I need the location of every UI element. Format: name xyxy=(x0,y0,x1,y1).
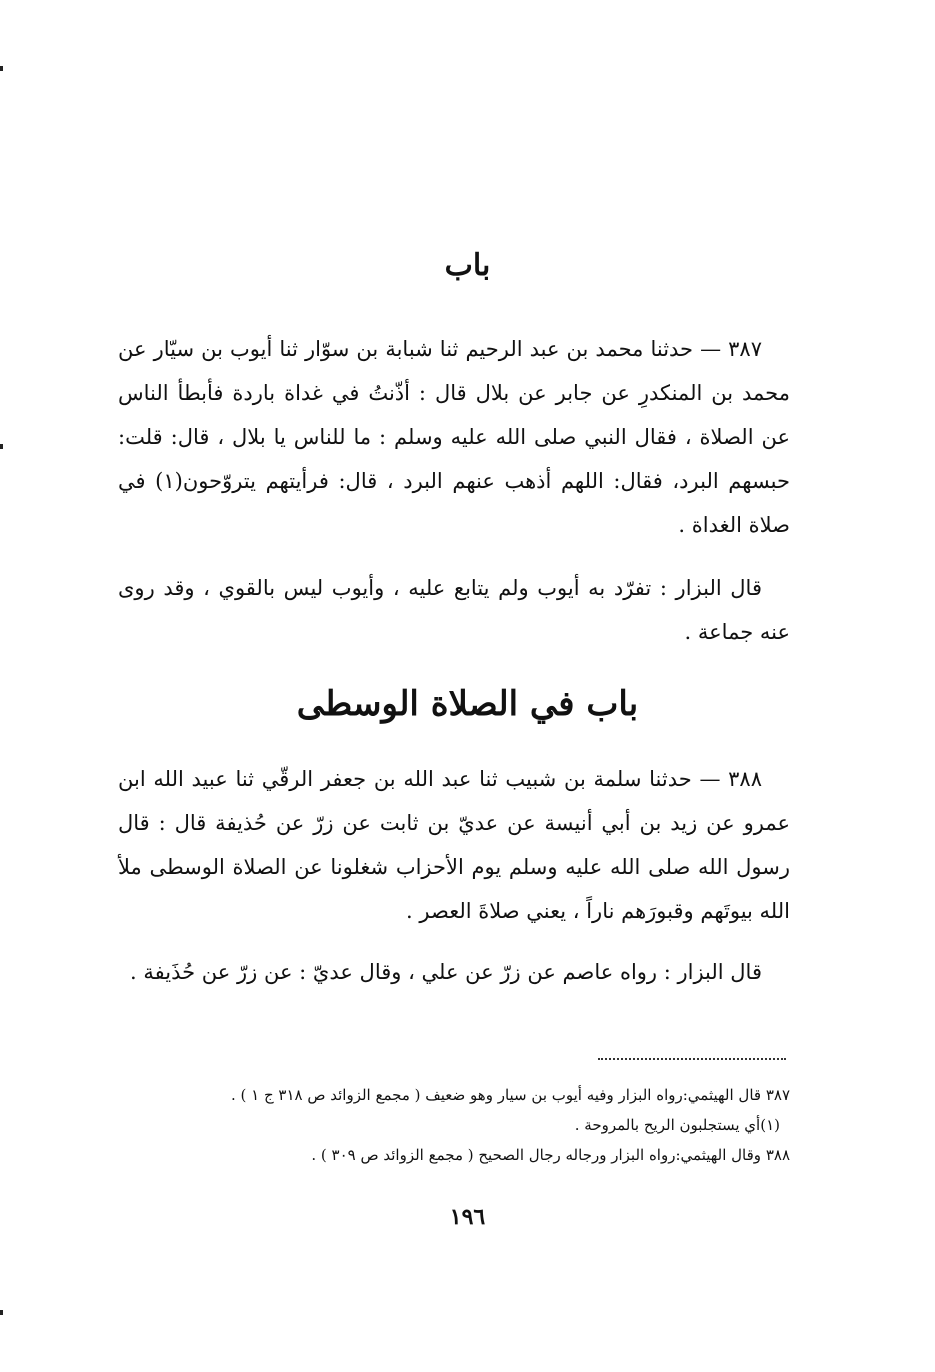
section-heading: باب في الصلاة الوسطى xyxy=(296,684,639,724)
footnote-separator xyxy=(598,1058,786,1060)
hadith-387-commentary-text: قال البزار : تفرّد به أيوب ولم يتابع عليه ، وأيوب ليس بالقوي ، وقد روى عنه جماعة . xyxy=(118,576,790,644)
scan-speck xyxy=(0,1310,3,1315)
scan-speck xyxy=(0,444,3,449)
page-number: ١٩٦ xyxy=(449,1204,486,1230)
footnote-388: ٣٨٨ وقال الهيثمي:رواه البزار ورجاله رجال الصحيح ( مجمع الزوائد ص ٣٠٩ ) . xyxy=(311,1146,790,1164)
footnote-1: (١)أي يستجلبون الريح بالمروحة . xyxy=(574,1116,780,1134)
hadith-388-body: ٣٨٨ — حدثنا سلمة بن شبيب ثنا عبد الله بن جعفر الرقّي ثنا عبيد الله ابن عمرو عن زيد بن أبي أنيسة عن عديّ بن ثابت عن زرّ عن حُذيفة قال : قال رسول الله صلى الله عليه وسلم يوم الأحزاب شغلونا عن الصلاة الوسطى ملأ الله بيوتَهم وقبورَهم ناراً ، يعني صلاةَ العصر . xyxy=(118,767,790,923)
hadith-387-commentary xyxy=(118,566,790,654)
scan-speck xyxy=(0,66,3,71)
hadith-387-body: ٣٨٧ — حدثنا محمد بن عبد الرحيم ثنا شبابة بن سوّار ثنا أيوب بن سيّار عن محمد بن المنكدرِ عن جابر عن بلال قال : أذّنتُ في غداة باردة فأبطأ الناس عن الصلاة ، فقال النبي صلى الله عليه وسلم : ما للناس يا بلال ، قال: قلت: حبسهم البرد، فقال: اللهم أذهب عنهم البرد ، قال: فرأيتهم يتروّحون(١) في صلاة الغداة . xyxy=(118,337,790,537)
hadith-388-commentary xyxy=(118,950,790,994)
footnote-387: ٣٨٧ قال الهيثمي:رواه البزار وفيه أيوب بن سيار وهو ضعيف ( مجمع الزوائد ص ٣١٨ ج ١ ) . xyxy=(230,1086,790,1104)
hadith-388-text xyxy=(118,757,790,933)
hadith-387-text xyxy=(118,327,790,547)
hadith-388-commentary-text: قال البزار : رواه عاصم عن زرّ عن علي ، وقال عديّ : عن زرّ عن حُذَيفة . xyxy=(130,960,762,984)
chapter-heading: باب xyxy=(444,248,491,283)
footnotes xyxy=(118,1080,790,1170)
